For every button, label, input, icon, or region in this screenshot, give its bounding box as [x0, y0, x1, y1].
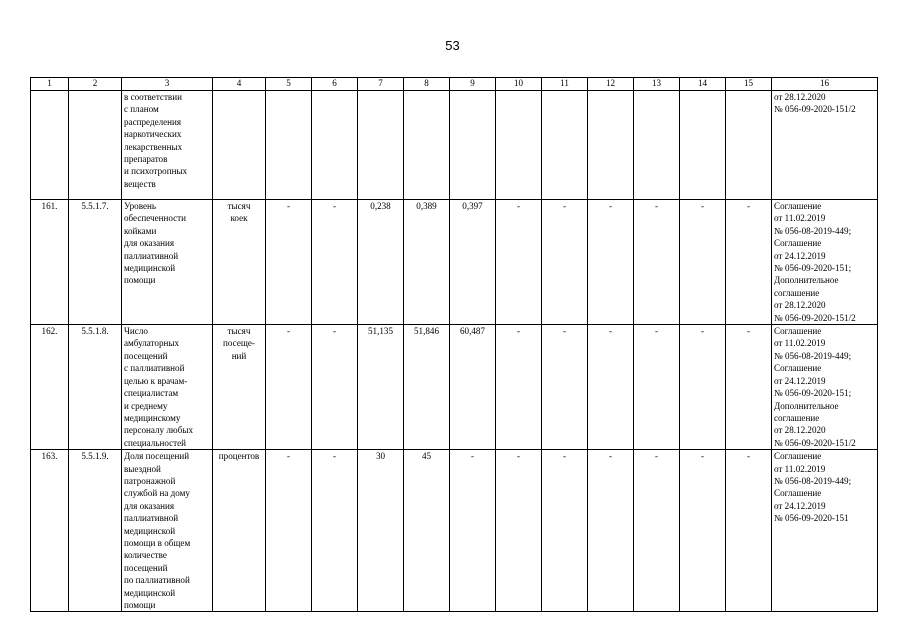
table-cell: - [496, 450, 542, 612]
table-cell: - [634, 450, 680, 612]
table-cell: - [680, 325, 726, 450]
table-cell: - [680, 200, 726, 325]
table-cell: - [266, 450, 312, 612]
table-cell: - [634, 200, 680, 325]
header-cell: 2 [69, 78, 122, 91]
table-cell: 45 [404, 450, 450, 612]
table-cell: 5.5.1.7. [69, 200, 122, 325]
table-cell [266, 91, 312, 200]
header-cell: 1 [31, 78, 69, 91]
table-row [31, 200, 878, 325]
header-cell: 15 [726, 78, 772, 91]
table-cell [312, 91, 358, 200]
table-cell: - [266, 325, 312, 450]
table-cell: Соглашение от 11.02.2019 № 056-08-2019-449; Соглашение от 24.12.2019 № 056-09-2020-151; Дополнительное соглашение от 28.12.2020 № 056-09-2020-151/2 [772, 200, 878, 325]
header-cell: 4 [213, 78, 266, 91]
table-cell: - [542, 200, 588, 325]
table-row [31, 450, 878, 612]
table-cell: - [450, 450, 496, 612]
header-cell: 12 [588, 78, 634, 91]
header-cell: 8 [404, 78, 450, 91]
table-cell [542, 91, 588, 200]
table-cell: - [588, 200, 634, 325]
table-cell: - [588, 450, 634, 612]
header-cell: 14 [680, 78, 726, 91]
header-cell: 7 [358, 78, 404, 91]
table-cell: 51,846 [404, 325, 450, 450]
table-cell [358, 91, 404, 200]
table-cell: от 28.12.2020 № 056-09-2020-151/2 [772, 91, 878, 200]
table-cell: 0,397 [450, 200, 496, 325]
table-cell: - [726, 450, 772, 612]
table-cell: - [634, 325, 680, 450]
table-cell: процентов [213, 450, 266, 612]
table-cell: - [496, 325, 542, 450]
table-cell [588, 91, 634, 200]
table-cell [634, 91, 680, 200]
table-cell [726, 91, 772, 200]
table-cell: - [542, 450, 588, 612]
table-cell [69, 91, 122, 200]
header-cell: 11 [542, 78, 588, 91]
table-cell [31, 91, 69, 200]
table-cell: - [726, 325, 772, 450]
table-cell: - [312, 200, 358, 325]
table-cell: 162. [31, 325, 69, 450]
header-cell: 16 [772, 78, 878, 91]
table-cell: - [312, 325, 358, 450]
header-cell: 10 [496, 78, 542, 91]
table-cell [213, 91, 266, 200]
table-cell [404, 91, 450, 200]
page-number: 53 [445, 38, 460, 53]
table-cell: 30 [358, 450, 404, 612]
table-cell: тысяч посеще- ний [213, 325, 266, 450]
table-row [31, 325, 878, 450]
table-cell: 60,487 [450, 325, 496, 450]
table-row [31, 91, 878, 200]
table-cell: Доля посещений выездной патронажной службой на дому для оказания паллиативной медицинской помощи в общем количестве посещений по паллиативной медицинской помощи [122, 450, 213, 612]
header-cell: 13 [634, 78, 680, 91]
table-cell: в соответствии с планом распределения наркотических лекарственных препаратов и психотропных веществ [122, 91, 213, 200]
table-cell: тысяч коек [213, 200, 266, 325]
table-cell: Соглашение от 11.02.2019 № 056-08-2019-449; Соглашение от 24.12.2019 № 056-09-2020-151 [772, 450, 878, 612]
table-cell: - [588, 325, 634, 450]
table-cell: - [726, 200, 772, 325]
header-cell: 6 [312, 78, 358, 91]
table-cell: Соглашение от 11.02.2019 № 056-08-2019-449; Соглашение от 24.12.2019 № 056-09-2020-151; Дополнительное соглашение от 28.12.2020 № 056-09-2020-151/2 [772, 325, 878, 450]
header-cell: 5 [266, 78, 312, 91]
table-cell: 163. [31, 450, 69, 612]
table-cell: - [312, 450, 358, 612]
table-cell: - [680, 450, 726, 612]
header-cell: 9 [450, 78, 496, 91]
table-cell: - [542, 325, 588, 450]
data-table [30, 77, 878, 612]
table-cell: - [496, 200, 542, 325]
table-cell: Уровень обеспеченности койками для оказания паллиативной медицинской помощи [122, 200, 213, 325]
table-cell: - [266, 200, 312, 325]
table-cell: 51,135 [358, 325, 404, 450]
table-cell: 5.5.1.9. [69, 450, 122, 612]
table-cell [450, 91, 496, 200]
header-row [31, 78, 878, 91]
table-cell: Число амбулаторных посещений с паллиативной целью к врачам- специалистам и среднему медицинскому персоналу любых специальностей [122, 325, 213, 450]
table-cell: 0,238 [358, 200, 404, 325]
table-cell [496, 91, 542, 200]
table-cell [680, 91, 726, 200]
table-cell: 161. [31, 200, 69, 325]
table-cell: 5.5.1.8. [69, 325, 122, 450]
table-cell: 0,389 [404, 200, 450, 325]
header-cell: 3 [122, 78, 213, 91]
